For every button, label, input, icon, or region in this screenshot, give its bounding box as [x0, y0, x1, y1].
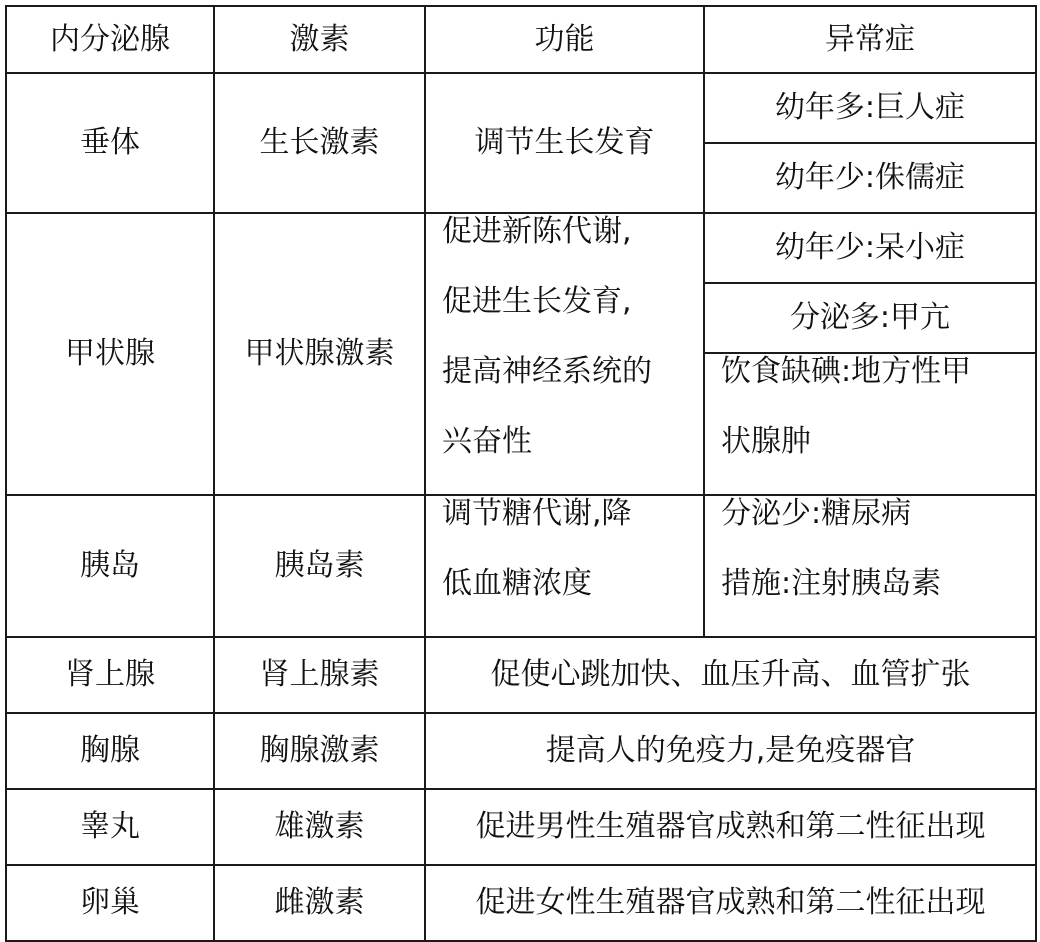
- header-hormone: 激素: [214, 6, 425, 73]
- table-row: [6, 789, 1036, 865]
- function-line: 调节糖代谢,降: [442, 496, 632, 531]
- hormone-cell: 生长激素: [214, 73, 425, 213]
- function-line: 低血糖浓度: [442, 566, 592, 601]
- disorder-cell: 幼年少:侏儒症: [704, 143, 1036, 213]
- header-gland: 内分泌腺: [6, 6, 214, 73]
- function-cell: [425, 213, 704, 495]
- gland-cell: 胸腺: [6, 713, 214, 789]
- disorder-cell: 分泌多:甲亢: [704, 283, 1036, 353]
- table-row: [6, 637, 1036, 713]
- hormone-cell: 雄激素: [214, 789, 425, 865]
- hormone-cell: 胰岛素: [214, 495, 425, 637]
- disorder-cell: 幼年多:巨人症: [704, 73, 1036, 143]
- disorder-line: 状腺肿: [721, 424, 811, 459]
- function-cell: 促使心跳加快、血压升高、血管扩张: [425, 637, 1036, 713]
- gland-cell: 垂体: [6, 73, 214, 213]
- table-row: [6, 713, 1036, 789]
- disorder-cell: [704, 353, 1036, 495]
- disorder-line: 饮食缺碘:地方性甲: [721, 354, 972, 389]
- gland-cell: 胰岛: [6, 495, 214, 637]
- table-row: [6, 865, 1036, 941]
- disorder-cell: [704, 495, 1036, 637]
- function-cell: 提高人的免疫力,是免疫器官: [425, 713, 1036, 789]
- hormone-cell: 胸腺激素: [214, 713, 425, 789]
- table-row: [6, 213, 1036, 283]
- function-cell: 促进女性生殖器官成熟和第二性征出现: [425, 865, 1036, 941]
- endocrine-table-container: [5, 5, 1037, 942]
- gland-cell: 甲状腺: [6, 213, 214, 495]
- header-row: [6, 6, 1036, 73]
- table-row: [6, 73, 1036, 143]
- table-row: [6, 495, 1036, 637]
- function-line: 促进新陈代谢,: [442, 214, 632, 249]
- disorder-line: 措施:注射胰岛素: [721, 566, 942, 601]
- function-cell: [425, 495, 704, 637]
- hormone-cell: 甲状腺激素: [214, 213, 425, 495]
- gland-cell: 卵巢: [6, 865, 214, 941]
- function-line: 促进生长发育,: [442, 284, 632, 319]
- hormone-cell: 雌激素: [214, 865, 425, 941]
- function-cell: 促进男性生殖器官成熟和第二性征出现: [425, 789, 1036, 865]
- header-disorder: 异常症: [704, 6, 1036, 73]
- gland-cell: 睾丸: [6, 789, 214, 865]
- hormone-cell: 肾上腺素: [214, 637, 425, 713]
- gland-cell: 肾上腺: [6, 637, 214, 713]
- disorder-line: 分泌少:糖尿病: [721, 496, 912, 531]
- function-cell: 调节生长发育: [425, 73, 704, 213]
- function-line: 兴奋性: [442, 424, 532, 459]
- disorder-cell: 幼年少:呆小症: [704, 213, 1036, 283]
- endocrine-table: [5, 5, 1037, 942]
- header-function: 功能: [425, 6, 704, 73]
- function-line: 提高神经系统的: [442, 354, 652, 389]
